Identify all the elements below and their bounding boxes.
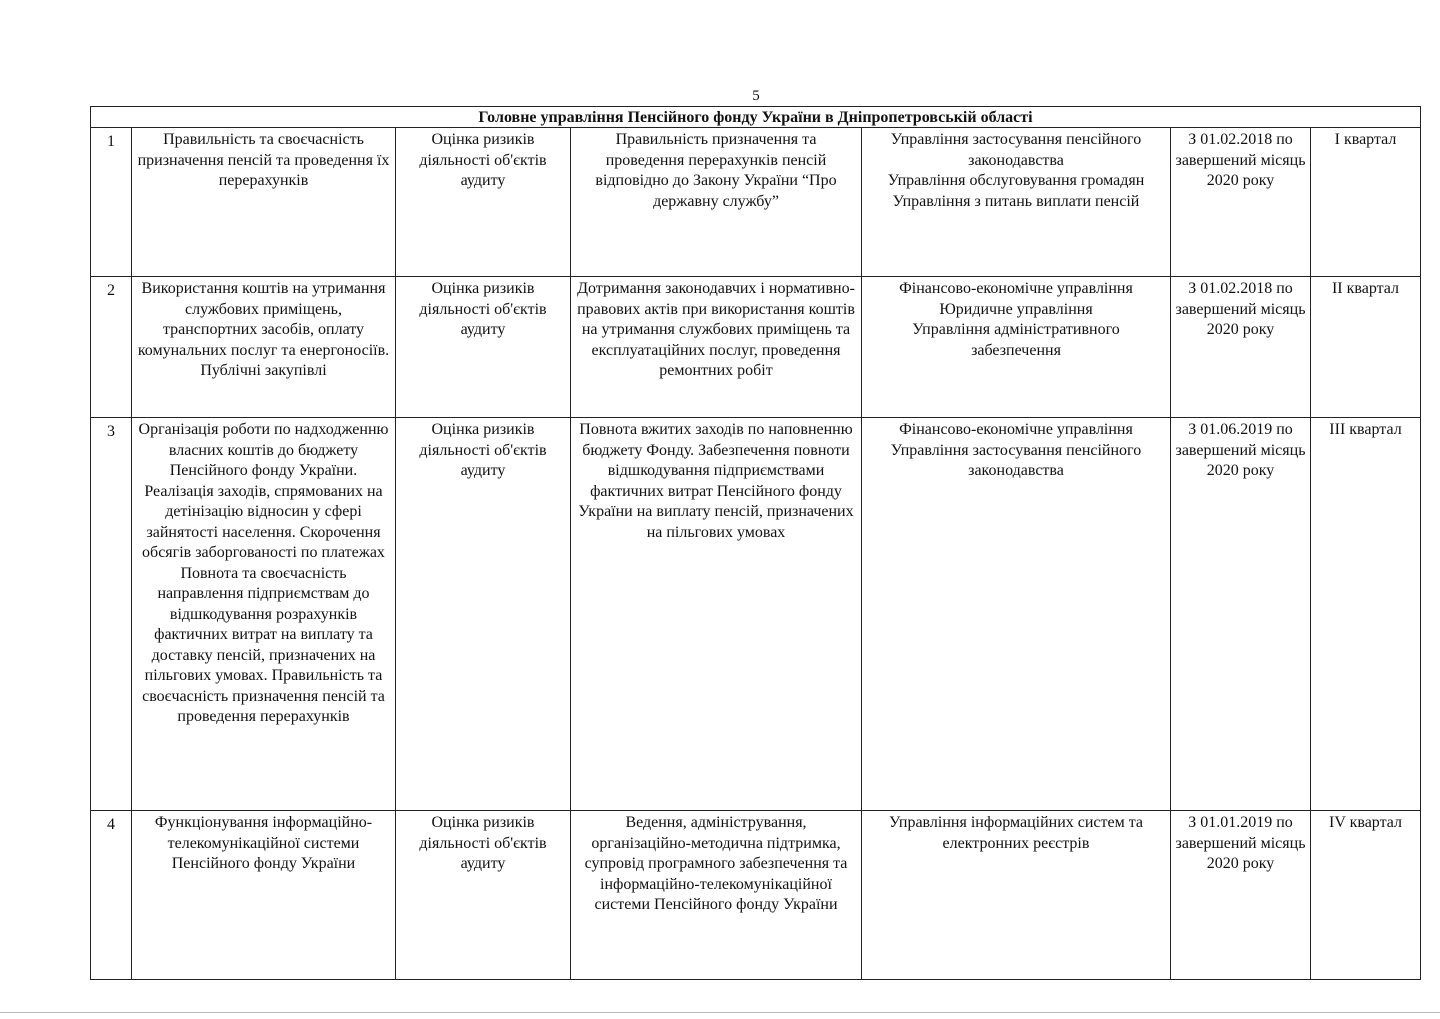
responsible-units: [862, 128, 1171, 277]
unit-name: Управління інформаційних систем та електронних реєстрів: [888, 814, 1144, 852]
table-row: [91, 128, 1421, 277]
responsible-units: [862, 277, 1171, 418]
audit-subject: Правильність та своєчасність призначення пенсій та проведення їх перерахунків: [132, 128, 396, 277]
page-bottom-edge: [0, 1012, 1440, 1013]
unit-name: Фінансово-економічне управління: [899, 421, 1133, 438]
row-number: 1: [91, 128, 132, 277]
audit-period: З 01.02.2018 по завершений місяць 2020 року: [1171, 128, 1311, 277]
audit-period: З 01.01.2019 по завершений місяць 2020 року: [1171, 811, 1311, 980]
audit-period: З 01.02.2018 по завершений місяць 2020 року: [1171, 277, 1311, 418]
audit-basis: Оцінка ризиків діяльності об'єктів аудиту: [396, 811, 571, 980]
table-title: Головне управління Пенсійного фонду України в Дніпропетровській області: [91, 107, 1421, 128]
audit-objective: Повнота вжитих заходів по наповненню бюджету Фонду. Забезпечення повноти відшкодування підприємствами фактичних витрат Пенсійного фонду України на виплату пенсій, призначених на пільгових умовах: [571, 418, 862, 811]
table-row: [91, 277, 1421, 418]
responsible-units: [862, 811, 1171, 980]
unit-name: Управління застосування пенсійного законодавства: [890, 131, 1142, 169]
audit-objective: Дотримання законодавчих і нормативно-правових актів при використання коштів на утримання службових приміщень та експлуатаційних послуг, проведення ремонтних робіт: [571, 277, 862, 418]
table-row: [91, 418, 1421, 811]
unit-name: Управління обслуговування громадян: [887, 172, 1145, 189]
unit-name: Управління адміністративного забезпечення: [912, 321, 1120, 359]
audit-quarter: ІІ квартал: [1311, 277, 1421, 418]
audit-basis: Оцінка ризиків діяльності об'єктів аудиту: [396, 277, 571, 418]
table-title-row: [91, 107, 1421, 128]
audit-period: З 01.06.2019 по завершений місяць 2020 року: [1171, 418, 1311, 811]
audit-objective: Правильність призначення та проведення перерахунків пенсій відповідно до Закону України “Про державну службу”: [571, 128, 862, 277]
unit-name: Юридичне управління: [939, 300, 1093, 318]
row-number: 4: [91, 811, 132, 980]
row-number: 2: [91, 277, 132, 418]
row-number: 3: [91, 418, 132, 811]
audit-basis: Оцінка ризиків діяльності об'єктів аудиту: [396, 418, 571, 811]
page-number: 5: [752, 88, 760, 104]
audit-subject: Організація роботи по надходженню власних коштів до бюджету Пенсійного фонду України. Реалізація заходів, спрямованих на детінізацію відносин у сфері зайнятості населення. Скорочення обсягів заборгованості по платежах Повнота та своєчасність направлення підприємствам до відшкодування розрахунків фактичних витрат на виплату та доставку пенсій, призначених на пільгових умовах. Правильність та своєчасність призначення пенсій та проведення перерахунків: [132, 418, 396, 811]
audit-quarter: ІV квартал: [1311, 811, 1421, 980]
audit-quarter: І квартал: [1311, 128, 1421, 277]
audit-subject: Використання коштів на утримання службових приміщень, транспортних засобів, оплату комунальних послуг та енергоносіїв. Публічні закупівлі: [132, 277, 396, 418]
audit-quarter: ІІІ квартал: [1311, 418, 1421, 811]
responsible-units: [862, 418, 1171, 811]
audit-plan-table: [90, 106, 1421, 980]
audit-subject: Функціонування інформаційно-телекомунікаційної системи Пенсійного фонду України: [132, 811, 396, 980]
unit-name: Управління з питань виплати пенсій: [892, 192, 1140, 210]
audit-objective: Ведення, адміністрування, організаційно-методична підтримка, супровід програмного забезпечення та інформаційно-телекомунікаційної системи Пенсійного фонду України: [571, 811, 862, 980]
table-row: [91, 811, 1421, 980]
unit-name: Управління застосування пенсійного законодавства: [890, 441, 1142, 479]
audit-basis: Оцінка ризиків діяльності об'єктів аудиту: [396, 128, 571, 277]
unit-name: Фінансово-економічне управління: [899, 280, 1133, 297]
